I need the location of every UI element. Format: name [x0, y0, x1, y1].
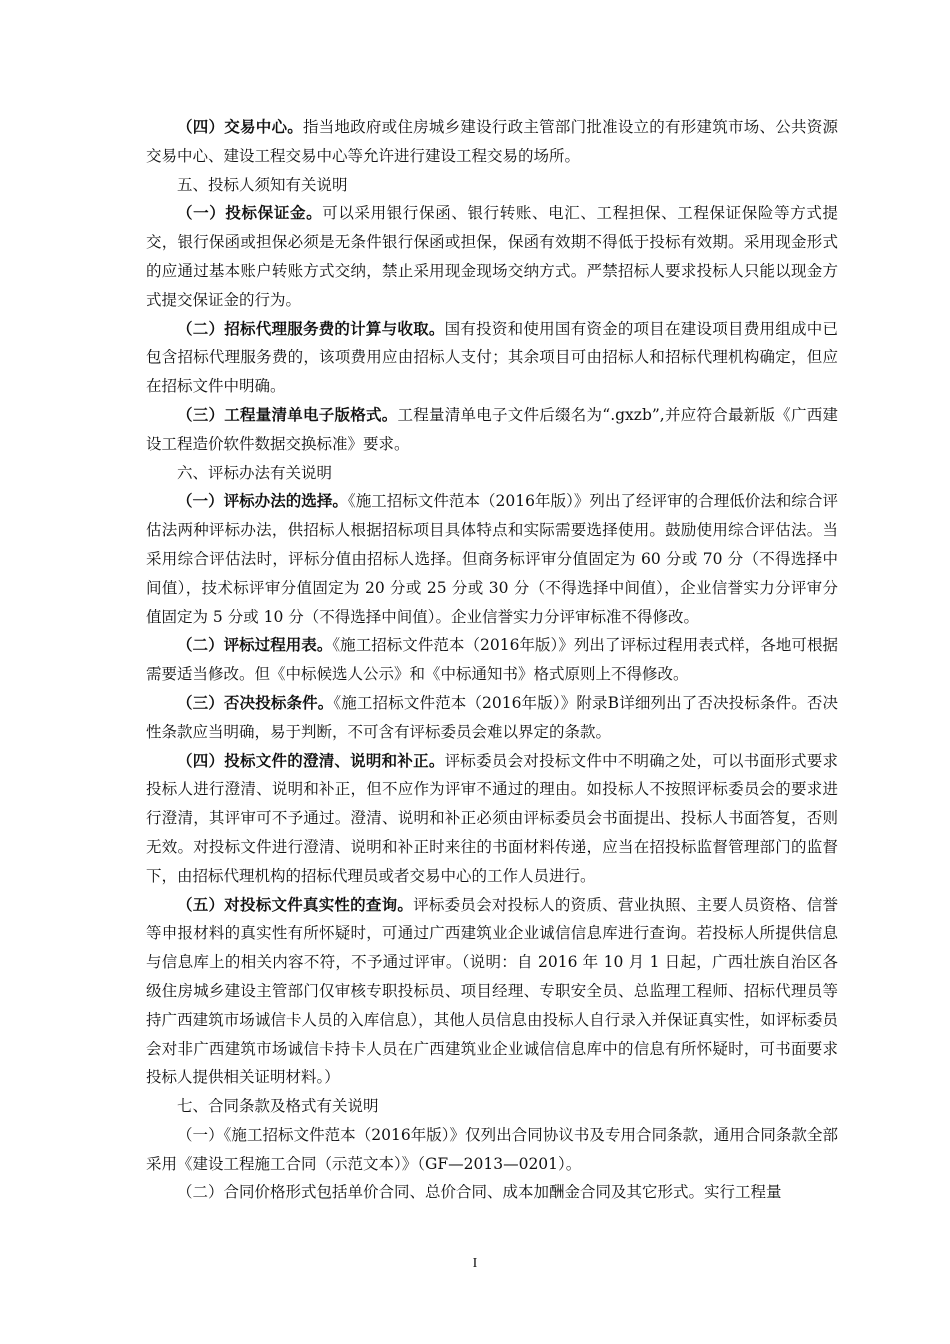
paragraph-text: 工程量清单电子文件后缀名为“.gxzb”,并应符合最新版《广西建设工程造价软件数据交换标准》要求。 [146, 405, 838, 453]
paragraph [146, 689, 838, 747]
paragraph [146, 1121, 838, 1179]
paragraph-text: 《施工招标文件范本（2016年版）》列出了评标过程用表式样，各地可根据需要适当修改。但《中标候选人公示》和《中标通知书》格式原则上不得修改。 [146, 636, 838, 684]
paragraph-lead: （三）否决投标条件。 [177, 692, 334, 712]
paragraph-lead: （四）交易中心。 [177, 117, 303, 136]
paragraph-text: （二）合同价格形式包括单价合同、总价合同、成本加酬金合同及其它形式。实行工程量 [177, 1183, 782, 1202]
section-heading: 六、评标办法有关说明 [177, 463, 333, 482]
paragraph-lead: （一）评标办法的选择。 [177, 491, 348, 511]
paragraph-lead: （一）投标保证金。 [177, 203, 323, 223]
paragraph [146, 747, 838, 891]
paragraph-text: 《施工招标文件范本（2016年版）》列出了经评审的合理低价法和综合评估法两种评标办法，供招标人根据招标项目具体特点和实际需要选择使用。鼓励使用综合评估法。当采用综合评估法时，评标分值由招标人选择。但商务标评审分值固定为 60 分或 70 分（不得选择中间值），技术标评审分值固定为 20 分或 25 分或 30 分（不得选择中间值），企业信誉实力分评审分值固定为 5 分或 10 分（不得选择中间值）。企业信誉实力分评审标准不得修改。 [146, 492, 838, 626]
paragraph-text: 评标委员会对投标文件中不明确之处，可以书面形式要求投标人进行澄清、说明和补正，但不应作为评审不通过的理由。如投标人不按照评标委员会的要求进行澄清，其评审可不予通过。澄清、说明和补正必须由评标委员会书面提出、投标人书面答复，否则无效。对投标文件进行澄清、说明和补正时来往的书面材料传递，应当在招投标监督管理部门的监督下，由招标代理机构的招标代理员或者交易中心的工作人员进行。 [146, 751, 838, 885]
paragraph-lead: （四）投标文件的澄清、说明和补正。 [177, 750, 445, 770]
paragraph [146, 631, 838, 689]
paragraph-text: 评标委员会对投标人的资质、营业执照、主要人员资格、信誉等申报材料的真实性有所怀疑时，可通过广西建筑业企业诚信信息库进行查询。若投标人所提供信息与信息库上的相关内容不符，不予通过评审。（说明：自 2016 年 10 月 1 日起，广西壮族自治区各级住房城乡建设主管部门仅审核专职投标员、项目经理、专职安全员、总监理工程师、招标代理员等持广西建筑市场诚信卡人员的入库信息），其他人员信息由投标人自行录入并保证真实性，如评标委员会对非广西建筑市场诚信卡持卡人员在广西建筑业企业诚信信息库中的信息有所怀疑时，可书面要求投标人提供相关证明材料。） [146, 895, 838, 1087]
paragraph-text: 《施工招标文件范本（2016年版）》附录B详细列出了否决投标条件。否决性条款应当明确，易于判断，不可含有评标委员会难以界定的条款。 [146, 693, 838, 741]
paragraph-lead: （二）评标过程用表。 [177, 635, 333, 655]
paragraph-text: （一）《施工招标文件范本（2016年版）》仅列出合同协议书及专用合同条款，通用合同条款全部采用《建设工程施工合同（示范文本）》（GF—2013—0201）。 [146, 1125, 838, 1173]
paragraph [146, 487, 838, 631]
paragraph [146, 199, 838, 314]
section-heading: 七、合同条款及格式有关说明 [177, 1097, 379, 1116]
page-number: I [472, 1256, 478, 1271]
paragraph-text: 指当地政府或住房城乡建设行政主管部门批准设立的有形建筑市场、公共资源交易中心、建设工程交易中心等允许进行建设工程交易的场所。 [146, 118, 838, 165]
paragraph-lead: （三）工程量清单电子版格式。 [177, 404, 398, 424]
paragraph-text: 国有投资和使用国有资金的项目在建设项目费用组成中已包含招标代理服务费的，该项费用应由招标人支付；其余项目可由招标人和招标代理机构确定，但应在招标文件中明确。 [146, 319, 838, 396]
section-heading: 五、投标人须知有关说明 [177, 175, 348, 194]
paragraph [146, 315, 838, 401]
document-body [146, 113, 838, 1207]
paragraph-lead: （五）对投标文件真实性的查询。 [177, 894, 414, 914]
paragraph [146, 891, 838, 1093]
paragraph-text: 可以采用银行保函、银行转账、电汇、工程担保、工程保证保险等方式提交，银行保函或担保必须是无条件银行保函或担保，保函有效期不得低于投标有效期。采用现金形式的应通过基本账户转账方式交纳，禁止采用现金现场交纳方式。严禁招标人要求投标人只能以现金方式提交保证金的行为。 [146, 204, 838, 309]
paragraph [146, 401, 838, 459]
paragraph [146, 1178, 838, 1207]
paragraph-lead: （二）招标代理服务费的计算与收取。 [177, 318, 445, 338]
paragraph [146, 113, 838, 171]
